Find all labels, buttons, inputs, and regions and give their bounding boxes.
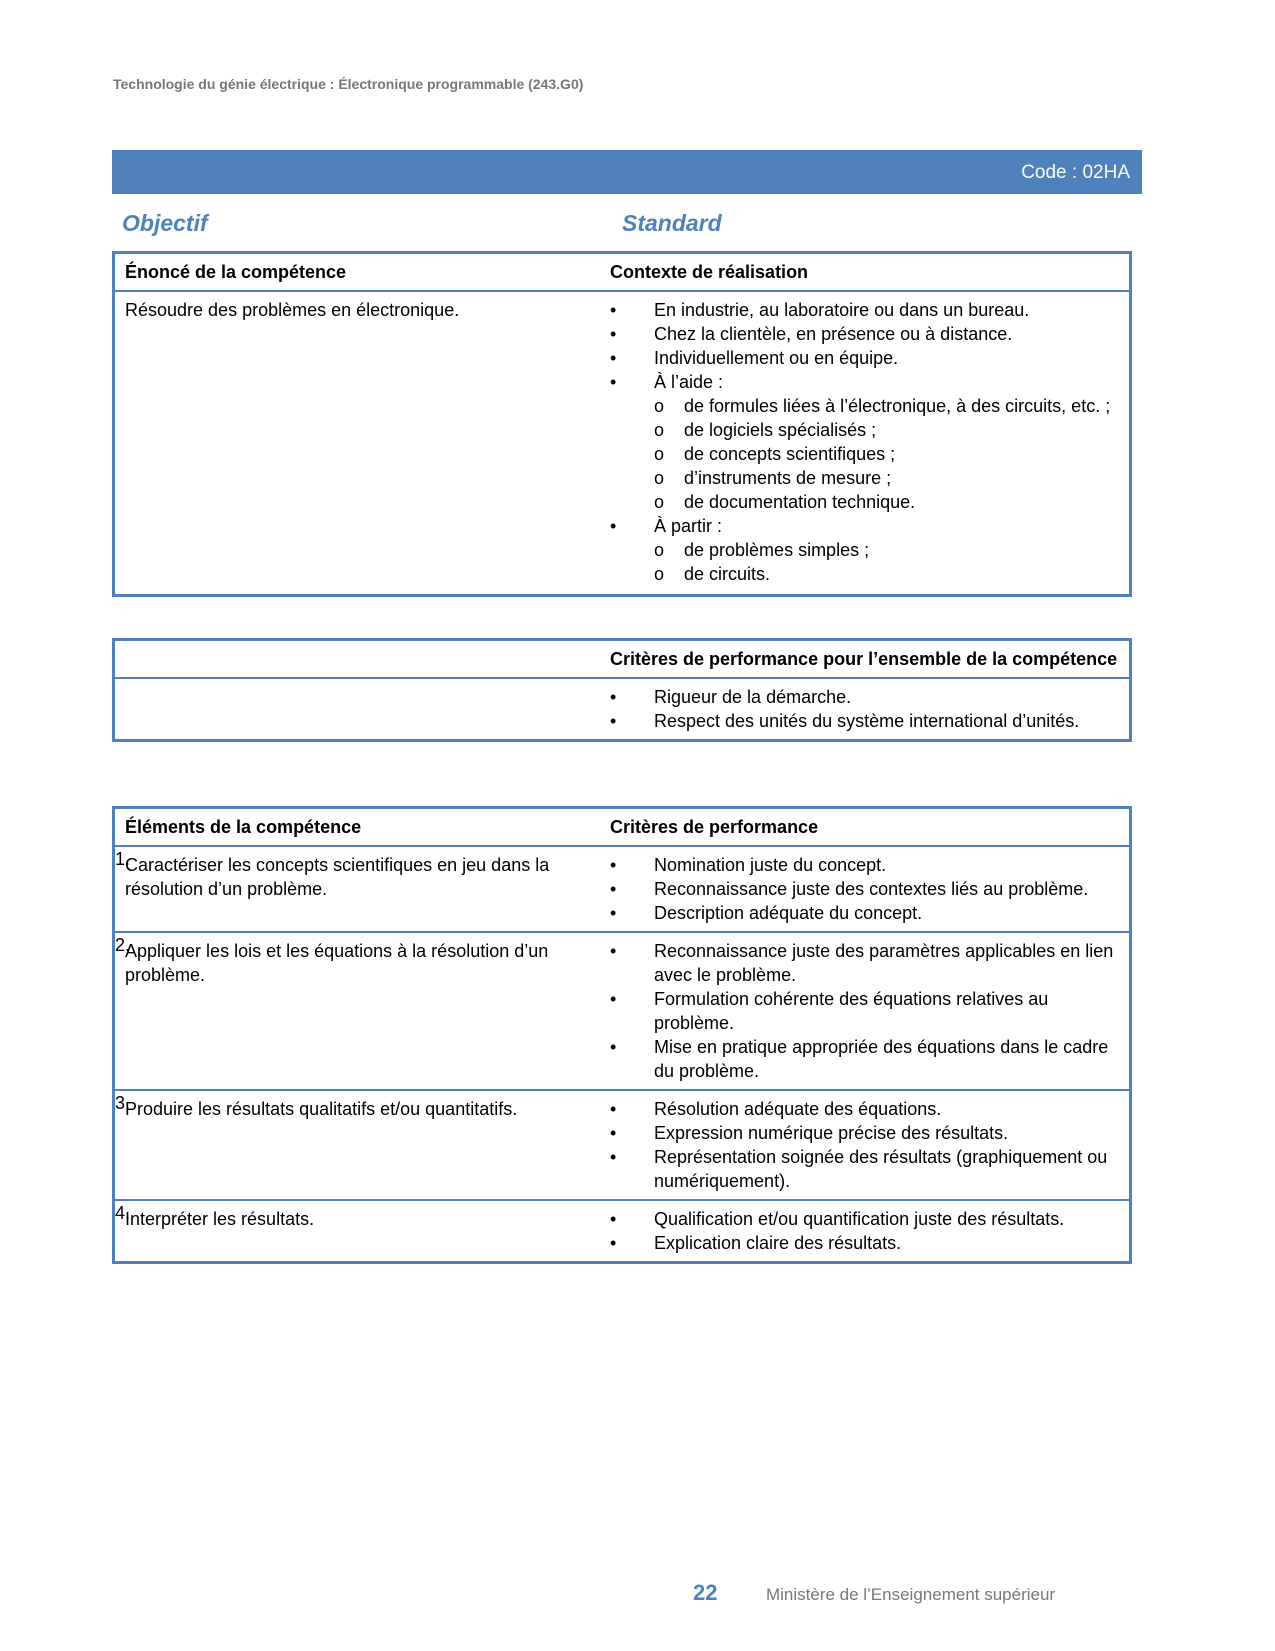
- table-row: [114, 932, 1131, 1090]
- code-label: Code : 02HA: [1021, 162, 1130, 183]
- contexte-list: [600, 291, 1131, 596]
- criteres-ensemble-table: [112, 638, 1132, 742]
- list-item: [610, 370, 1119, 514]
- list-item: o de documentation technique.: [654, 490, 1119, 514]
- document-header: Technologie du génie électrique : Électronique programmable (243.G0): [113, 76, 584, 92]
- list-item: • Nomination juste du concept.: [610, 853, 1119, 877]
- criteres-heading: Critères de performance: [610, 817, 819, 837]
- list-item: o de concepts scientifiques ;: [654, 442, 1119, 466]
- competence-table: [112, 251, 1132, 597]
- code-bar: [112, 150, 1142, 194]
- elements-table: [112, 806, 1132, 1264]
- competence-text: Résoudre des problèmes en électronique.: [114, 291, 601, 596]
- empty-cell: [114, 678, 601, 741]
- element-3: 3. Produire les résultats qualitatifs et/ou quantitatifs.: [114, 1090, 601, 1200]
- standard-label: Standard: [622, 210, 722, 236]
- empty-cell: [114, 640, 601, 679]
- aide-label: À l’aide :: [654, 372, 724, 392]
- list-item: • Explication claire des résultats.: [610, 1231, 1119, 1255]
- list-item: • Respect des unités du système international d’unités.: [610, 709, 1119, 733]
- table-row: [114, 1090, 1131, 1200]
- list-item: • Individuellement ou en équipe.: [610, 346, 1119, 370]
- page-number: 22: [693, 1580, 718, 1605]
- element-1: 1. Caractériser les concepts scientifiques en jeu dans la résolution d’un problème.: [114, 846, 601, 932]
- list-item: • Chez la clientèle, en présence ou à distance.: [610, 322, 1119, 346]
- list-item: o de problèmes simples ;: [654, 538, 1119, 562]
- list-item: • Qualification et/ou quantification juste des résultats.: [610, 1207, 1119, 1231]
- list-item: • Reconnaissance juste des paramètres applicables en lien avec le problème.: [610, 939, 1119, 987]
- list-item: o de circuits.: [654, 562, 1119, 586]
- element-4: 4. Interpréter les résultats.: [114, 1200, 601, 1263]
- list-item: [610, 514, 1119, 586]
- ministry-label: Ministère de l’Enseignement supérieur: [765, 1585, 1056, 1604]
- list-item: • Résolution adéquate des équations.: [610, 1097, 1119, 1121]
- list-item: • En industrie, au laboratoire ou dans un bureau.: [610, 298, 1119, 322]
- objectif-label: Objectif: [122, 210, 208, 236]
- list-item: • Rigueur de la démarche.: [610, 685, 1119, 709]
- table-row: [114, 1200, 1131, 1263]
- list-item: • Expression numérique précise des résultats.: [610, 1121, 1119, 1145]
- list-item: • Mise en pratique appropriée des équations dans le cadre du problème.: [610, 1035, 1119, 1083]
- list-item: • Formulation cohérente des équations relatives au problème.: [610, 987, 1119, 1035]
- criteres-ensemble-list: [600, 678, 1131, 741]
- element-2: 2. Appliquer les lois et les équations à la résolution d’un problème.: [114, 932, 601, 1090]
- list-item: o de logiciels spécialisés ;: [654, 418, 1119, 442]
- list-item: • Description adéquate du concept.: [610, 901, 1119, 925]
- elements-heading: Éléments de la compétence: [125, 817, 362, 837]
- table-row: [114, 846, 1131, 932]
- competence-heading: Énoncé de la compétence: [125, 262, 347, 282]
- list-item: • Reconnaissance juste des contextes liés au problème.: [610, 877, 1119, 901]
- partir-label: À partir :: [654, 516, 723, 536]
- list-item: o d’instruments de mesure ;: [654, 466, 1119, 490]
- page-footer: [693, 1580, 1055, 1606]
- list-item: • Représentation soignée des résultats (graphiquement ou numériquement).: [610, 1145, 1119, 1193]
- contexte-heading: Contexte de réalisation: [610, 262, 809, 282]
- criteres-ensemble-heading: Critères de performance pour l’ensemble de la compétence: [610, 649, 1118, 669]
- list-item: o de formules liées à l’électronique, à des circuits, etc. ;: [654, 394, 1119, 418]
